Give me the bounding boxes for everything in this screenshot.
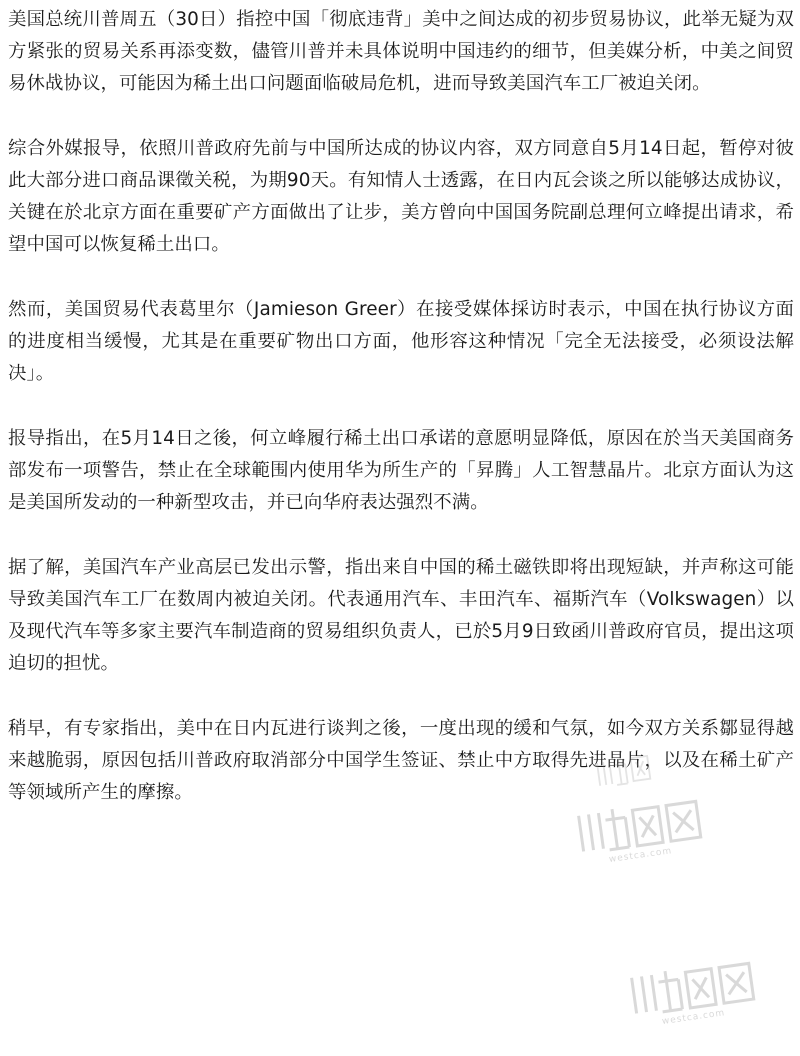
paragraph-5: 据了解，美国汽车产业高层已发出示警，指出来自中国的稀土磁铁即将出现短缺，并声称这可能导致美国汽车工厂在数周内被迫关闭。代表通用汽车、丰田汽车、福斯汽车（Volkswagen）以及现代汽车等多家主要汽车制造商的贸易组织负责人，已於5月9日致函川普政府官员，提出这项迫切的担忧。 xyxy=(8,557,794,674)
svg-text:westca.com: westca.com xyxy=(608,846,673,865)
watermark-logo xyxy=(625,950,782,1030)
article-body xyxy=(8,4,794,842)
paragraph-3: 然而，美国贸易代表葛里尔（Jamieson Greer）在接受媒体採访时表示，中国在执行协议方面的进度相当缓慢，尤其是在重要矿物出口方面，他形容这种情况「完全无法接受，必须设法解决」。 xyxy=(8,299,794,384)
paragraph-1: 美国总统川普周五（30日）指控中国「彻底违背」美中之间达成的初步贸易协议，此举无疑为双方紧张的贸易关系再添变数，儘管川普并未具体说明中国违约的细节，但美媒分析，中美之间贸易休战协议，可能因为稀土出口问题面临破局危机，进而导致美国汽车工厂被迫关闭。 xyxy=(8,9,794,94)
svg-text:westca.com: westca.com xyxy=(661,1008,726,1027)
paragraph-4: 报导指出，在5月14日之後，何立峰履行稀土出口承诺的意愿明显降低，原因在於当天美国商务部发布一项警告，禁止在全球範围内使用华为所生产的「昇腾」人工智慧晶片。北京方面认为这是美国所发动的一种新型攻击，并已向华府表达强烈不满。 xyxy=(8,428,794,513)
paragraph-6: 稍早，有专家指出，美中在日内瓦进行谈判之後，一度出现的缓和气氛，如今双方关系鄒显得越来越脆弱，原因包括川普政府取消部分中国学生签证、禁止中方取得先进晶片，以及在稀土矿产等领域所产生的摩擦。 xyxy=(8,718,794,803)
paragraph-2: 综合外媒报导，依照川普政府先前与中国所达成的协议内容，双方同意自5月14日起，暂停对彼此大部分进口商品课徵关税，为期90天。有知情人士透露，在日内瓦会谈之所以能够达成协议，关键在於北京方面在重要矿产方面做出了让步，美方曾向中国国务院副总理何立峰提出请求，希望中国可以恢复稀土出口。 xyxy=(8,138,794,255)
